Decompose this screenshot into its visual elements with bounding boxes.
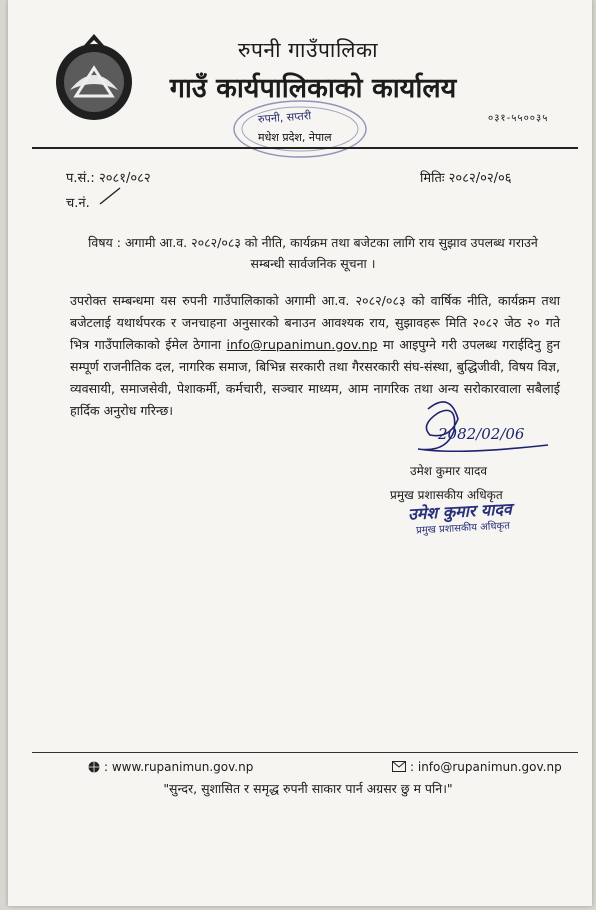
footer-email (392, 760, 562, 774)
header-divider (32, 147, 578, 149)
stamp-text-location: रुपनी, सप्तरी (257, 109, 312, 126)
letter-page (8, 0, 592, 906)
phone-number: ०३१-५५००३५ (488, 113, 549, 124)
office-stamp-icon (230, 98, 372, 160)
letter-date: मितिः २०८२/०२/०६ (420, 171, 512, 186)
dispatch-slash-mark (98, 186, 122, 206)
org-name: रुपनी गाउँपालिका (237, 38, 379, 62)
stamp-text-province: मधेश प्रदेश, नेपाल (258, 131, 332, 144)
footer-email-text[interactable]: : info@rupanimun.gov.np (410, 760, 562, 774)
government-emblem-icon (50, 30, 138, 126)
body-email-link[interactable]: info@rupanimun.gov.np (226, 337, 378, 352)
mail-icon (392, 761, 406, 772)
signer-name: उमेश कुमार यादव (410, 464, 488, 478)
seal-title-stamp: प्रमुख प्रशासकीय अधिकृत (415, 520, 511, 537)
body-text-part2: मा आइपुग्ने गरी उपलब्ध गराईदिनु हुन सम्पूर्ण राजनीतिक दल, नागरिक समाज, बिभिन्न सरकारी तथा गैरसरकारी संघ-संस्था, बुद्धिजीवी, विषय विज्ञ, व्यवसायी, समाजसेवी, पेशाकर्मी, कर्मचारी, सञ्चार माध्यम, आम नागरिक तथा अन्य सरोकारवाला सबैलाई हार्दिक अनुरोध गरिन्छ। (70, 337, 560, 418)
seal-name-stamp: उमेश कुमार यादव (407, 499, 513, 524)
footer-slogan: "सुन्दर, सुशासित र समृद्ध रुपनी साकार पार्न अग्रसर छु म पनि।" (163, 781, 453, 796)
reference-number: प.सं.: २०८१/०८२ (66, 171, 151, 186)
footer-website (88, 760, 253, 774)
dispatch-number: च.नं. (66, 196, 90, 211)
signer-title: प्रमुख प्रशासकीय अधिकृत (390, 488, 503, 502)
footer-divider (32, 752, 578, 753)
body-text-part1: उपरोक्त सम्बन्धमा यस रुपनी गाउँपालिकाको अगामी आ.व. २०८२/०८३ को वार्षिक नीति, कार्यक्रम तथा बजेटलाई यथार्थपरक र जनचाहना अनुसारको बनाउन आवश्यक राय, सुझावहरू मिति २०८२ जेठ २० गते भित्र गाउँपालिकाको ईमेल ठेगाना (70, 293, 560, 352)
subject-line: विषय : अगामी आ.व. २०८२/०८३ को नीति, कार्यक्रम तथा बजेटका लागि राय सुझाव उपलब्ध गराउने सम्बन्धी सार्वजनिक सूचना । (88, 235, 538, 271)
signature-date: 2082/02/06 (438, 425, 525, 443)
office-title: गाउँ कार्यपालिकाको कार्यालय (169, 73, 457, 104)
footer-website-text[interactable]: : www.rupanimun.gov.np (104, 760, 254, 774)
globe-icon (88, 761, 100, 773)
